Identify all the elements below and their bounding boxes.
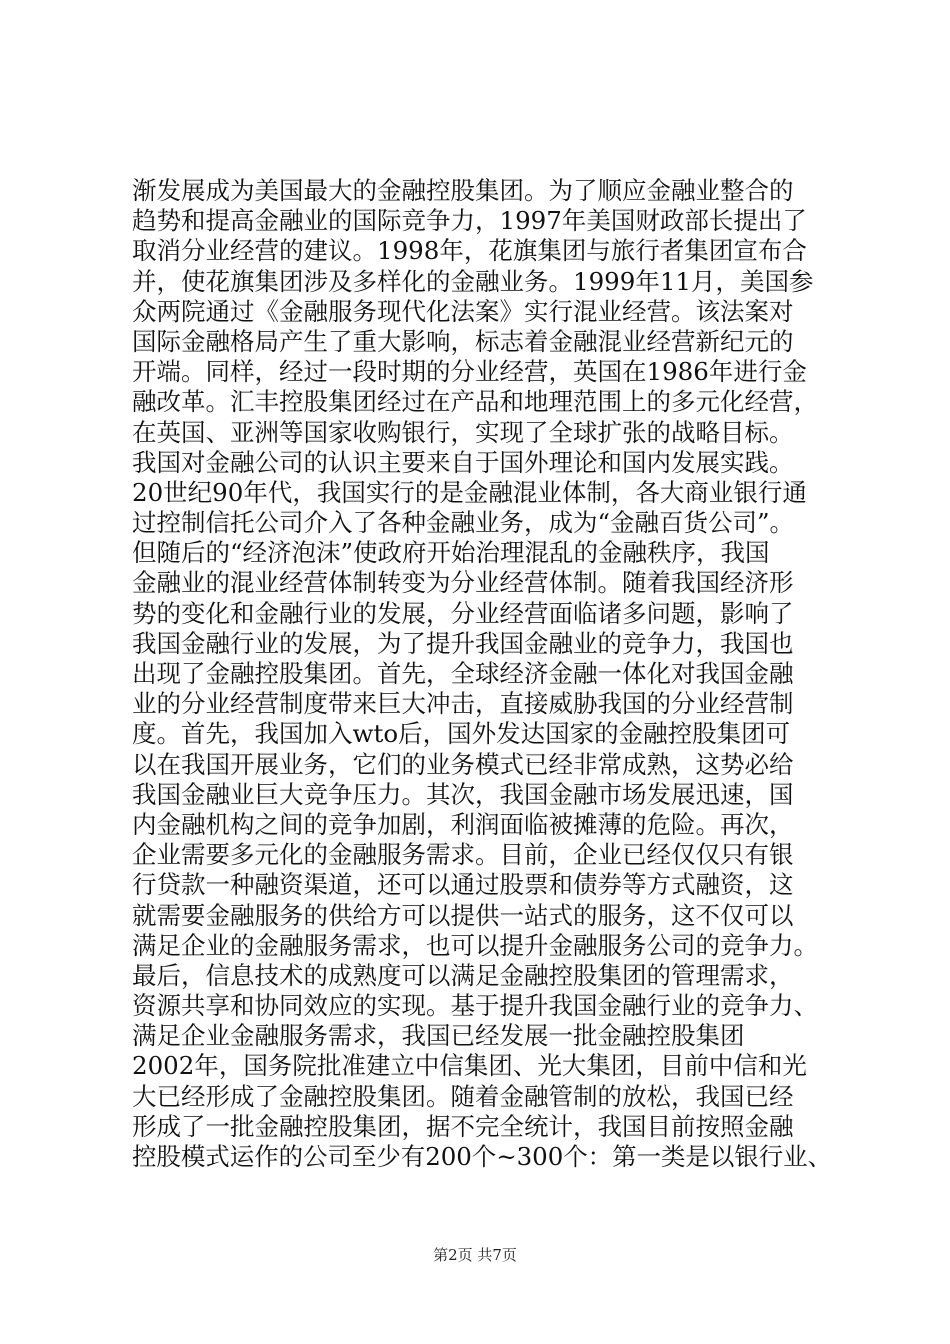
text-line: 开端。同样，经过一段时期的分业经营，英国在1986年进行金: [132, 357, 807, 387]
text-line: 满足企业金融服务需求，我国已经发展一批金融控股集团: [132, 1021, 745, 1051]
text-line: 满足企业的金融服务需求，也可以提升金融服务公司的竞争力。: [132, 930, 818, 960]
text-line: 势的变化和金融行业的发展，分业经营面临诸多问题，影响了: [132, 598, 794, 628]
text-line: 取消分业经营的建议。1998年，花旗集团与旅行者集团宣布合: [132, 236, 807, 266]
text-line: 最后，信息技术的成熟度可以满足金融控股集团的管理需求，: [132, 960, 794, 990]
text-line: 出现了金融控股集团。首先，全球经济金融一体化对我国金融: [132, 659, 794, 688]
text-line: 国际金融格局产生了重大影响，标志着金融混业经营新纪元的: [132, 326, 794, 356]
text-line: 度。首先，我国加入wto后，国外发达国家的金融控股集团可: [132, 719, 791, 749]
text-line: 过控制信托公司介入了各种金融业务，成为“金融百货公司”。: [132, 508, 795, 538]
text-line: 以在我国开展业务，它们的业务模式已经非常成熟，这势必给: [132, 749, 794, 779]
text-line: 形成了一批金融控股集团，据不完全统计，我国目前按照金融: [132, 1111, 794, 1141]
body-text: [132, 176, 832, 1172]
text-line: 2002年，国务院批准建立中信集团、光大集团，目前中信和光: [132, 1051, 807, 1081]
text-line: 我国对金融公司的认识主要来自于国外理论和国内发展实践。: [132, 447, 794, 477]
text-line: 并，使花旗集团涉及多样化的金融业务。1999年11月，美国参: [132, 266, 814, 296]
text-line: 资源共享和协同效应的实现。基于提升我国金融行业的竞争力、: [132, 991, 818, 1021]
text-line: 行贷款一种融资渠道，还可以通过股票和债券等方式融资，这: [132, 870, 794, 900]
text-line: 融改革。汇丰控股集团经过在产品和地理范围上的多元化经营，: [132, 387, 818, 417]
text-line: 大已经形成了金融控股集团。随着金融管制的放松，我国已经: [132, 1081, 794, 1111]
text-line: 我国金融业巨大竞争压力。其次，我国金融市场发展迅速，国: [132, 779, 794, 809]
text-line: 在英国、亚洲等国家收购银行，实现了全球扩张的战略目标。: [132, 417, 794, 447]
text-line: 趋势和提高金融业的国际竞争力，1997年美国财政部长提出了: [132, 206, 807, 236]
text-line: 内金融机构之间的竞争加剧，利润面临被摊薄的危险。再次，: [132, 809, 794, 839]
text-line: 众两院通过《金融服务现代化法案》实行混业经营。该法案对: [132, 296, 794, 326]
text-line: 我国金融行业的发展，为了提升我国金融业的竞争力，我国也: [132, 628, 794, 658]
text-line: 就需要金融服务的供给方可以提供一站式的服务，这不仅可以: [132, 900, 794, 930]
text-line: 企业需要多元化的金融服务需求。目前，企业已经仅仅只有银: [132, 840, 794, 870]
text-line: 但随后的“经济泡沫”使政府开始治理混乱的金融秩序，我国: [132, 538, 770, 568]
text-line: 金融业的混业经营体制转变为分业经营体制。随着我国经济形: [132, 568, 794, 598]
page-footer: 第2页 共7页: [433, 1246, 517, 1264]
text-line: 渐发展成为美国最大的金融控股集团。为了顺应金融业整合的: [132, 176, 794, 205]
text-line: 20世纪90年代，我国实行的是金融混业体制，各大商业银行通: [132, 477, 807, 507]
text-line: 控股模式运作的公司至少有200个~300个：第一类是以银行业、: [132, 1142, 832, 1171]
text-line: 业的分业经营制度带来巨大冲击，直接威胁我国的分业经营制: [132, 689, 794, 719]
